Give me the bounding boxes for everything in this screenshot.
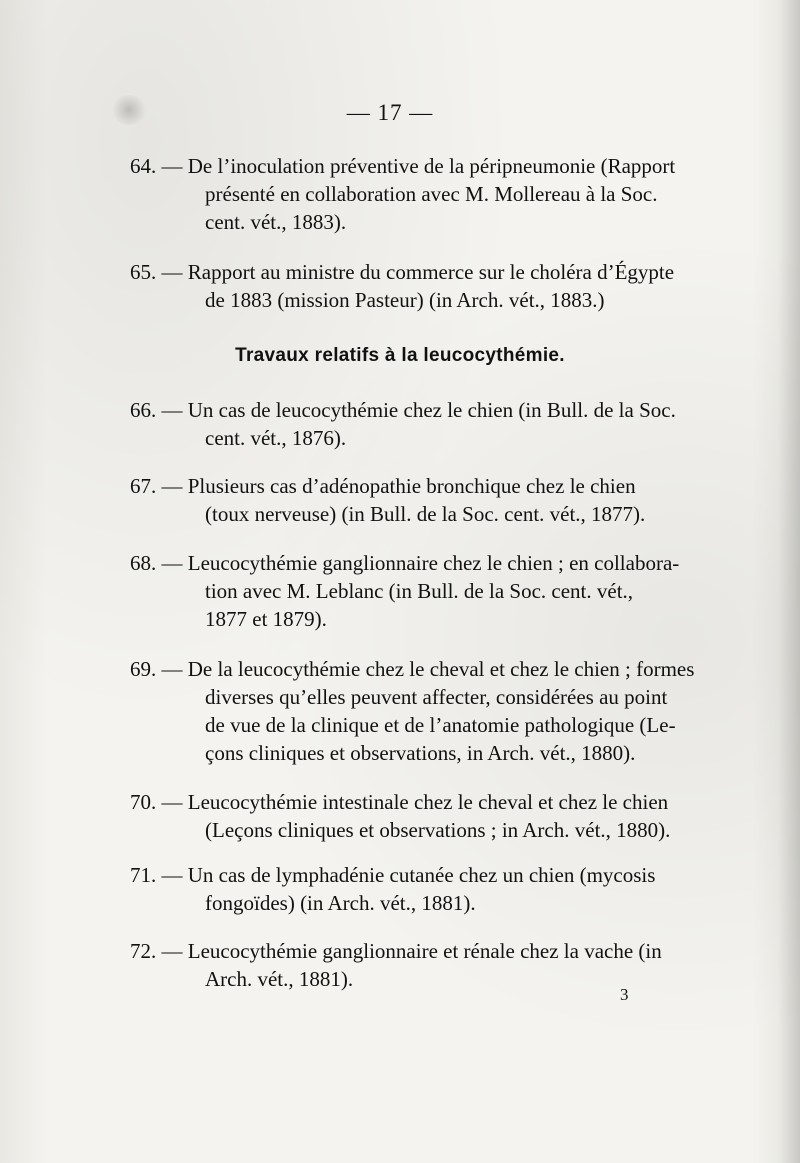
- entry-line: çons cliniques et observations, in Arch. vét., 1880).: [205, 741, 636, 765]
- page-number: — 17 —: [346, 100, 434, 125]
- entry-line: cent. vét., 1883).: [205, 210, 347, 234]
- bibliography-entry-67: [130, 472, 690, 528]
- entry-line: diverses qu’elles peuvent affecter, considérées au point: [205, 685, 668, 709]
- bibliography-entry-72: [130, 937, 690, 993]
- entry-line: fongoïdes) (in Arch. vét., 1881).: [205, 891, 476, 915]
- bibliography-entry-68: [130, 549, 690, 633]
- page-edge-shadow: [778, 0, 800, 1163]
- entry-line: 67. — Plusieurs cas d’adénopathie bronchique chez le chien: [130, 474, 636, 498]
- entry-line: de vue de la clinique et de l’anatomie pathologique (Le-: [205, 713, 676, 737]
- entry-line: 1877 et 1879).: [205, 607, 327, 631]
- entry-line: (Leçons cliniques et observations ; in Arch. vét., 1880).: [205, 818, 671, 842]
- entry-line: 64. — De l’inoculation préventive de la péripneumonie (Rapport: [130, 154, 676, 178]
- section-heading: Travaux relatifs à la leucocythémie.: [235, 345, 565, 366]
- entry-line: 65. — Rapport au ministre du commerce sur le choléra d’Égypte: [130, 260, 675, 284]
- bibliography-entry-69: [130, 655, 695, 767]
- entry-line: de 1883 (mission Pasteur) (in Arch. vét., 1883.): [205, 288, 605, 312]
- bibliography-entry-70: [130, 788, 690, 844]
- entry-line: 72. — Leucocythémie ganglionnaire et rénale chez la vache (in: [130, 939, 662, 963]
- entry-line: 66. — Un cas de leucocythémie chez le chien (in Bull. de la Soc.: [130, 398, 676, 422]
- entry-line: 69. — De la leucocythémie chez le cheval et chez le chien ; formes: [130, 657, 695, 681]
- signature-mark: 3: [620, 985, 629, 1004]
- entry-line: 71. — Un cas de lymphadénie cutanée chez un chien (mycosis: [130, 863, 656, 887]
- entry-line: (toux nerveuse) (in Bull. de la Soc. cent. vét., 1877).: [205, 502, 646, 526]
- bibliography-entry-66: [130, 396, 690, 452]
- bibliography-entry-65: [130, 258, 690, 314]
- entry-line: 70. — Leucocythémie intestinale chez le cheval et chez le chien: [130, 790, 669, 814]
- bibliography-entry-64: [130, 152, 690, 236]
- entry-line: cent. vét., 1876).: [205, 426, 347, 450]
- entry-line: tion avec M. Leblanc (in Bull. de la Soc. cent. vét.,: [205, 579, 634, 603]
- entry-line: 68. — Leucocythémie ganglionnaire chez le chien ; en collabora-: [130, 551, 680, 575]
- bibliography-entry-71: [130, 861, 690, 917]
- entry-line: présenté en collaboration avec M. Mollereau à la Soc.: [205, 182, 658, 206]
- entry-line: Arch. vét., 1881).: [205, 967, 354, 991]
